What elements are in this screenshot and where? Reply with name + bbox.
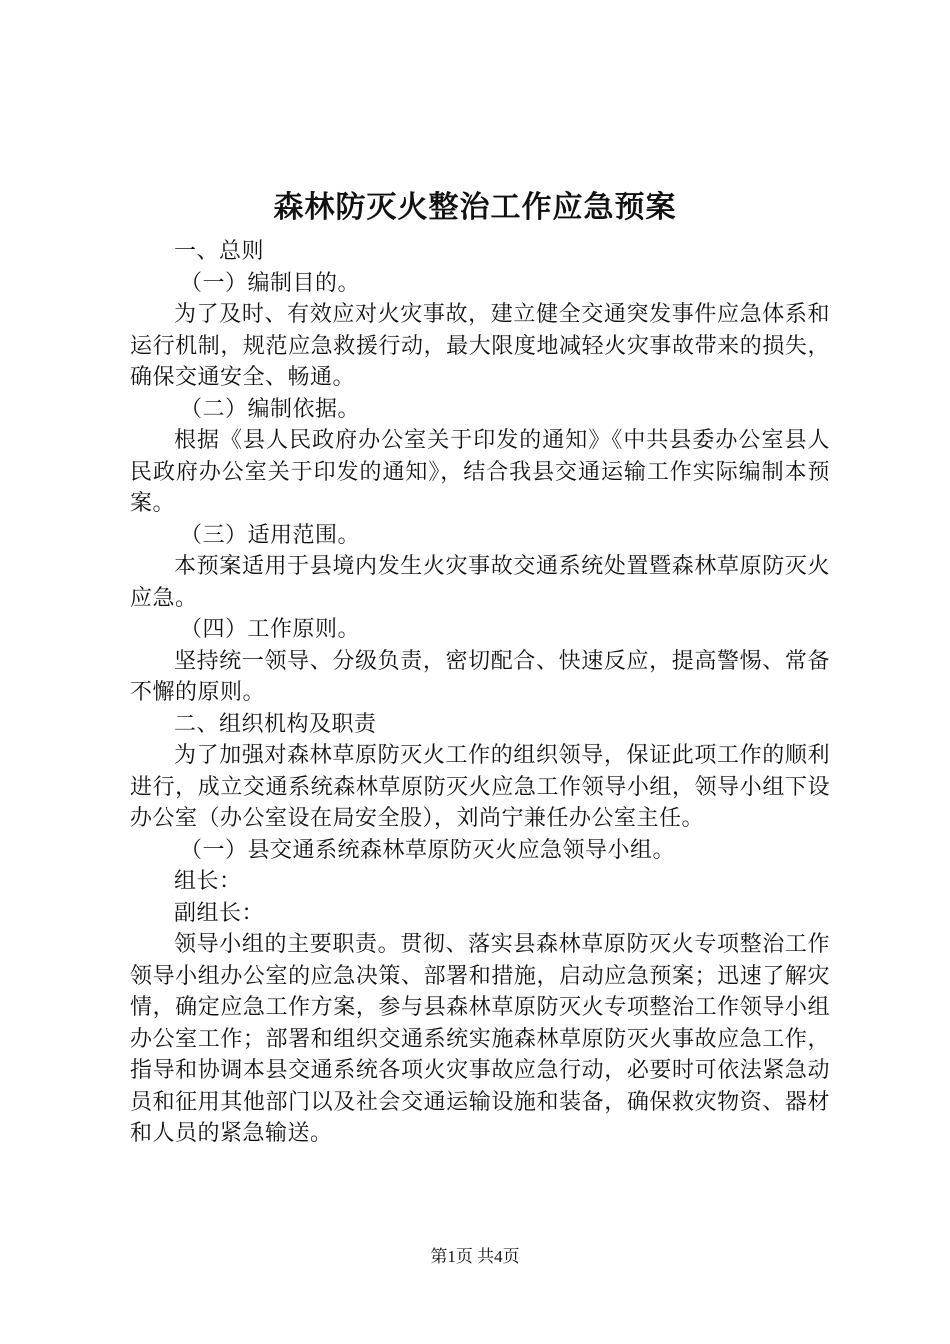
page-indicator: 第1页 共4页	[430, 1247, 520, 1266]
document-body	[130, 236, 830, 1150]
paragraph-group-leader: 组长：	[174, 869, 242, 894]
subsection-heading-basis: （二）编制依据。	[180, 396, 361, 422]
subsection-heading-leadership-group: （一）县交通系统森林草原防灭火应急领导小组。	[180, 837, 676, 863]
paragraph-organization: 为了加强对森林草原防灭火工作的组织领导，保证此项工作的顺利进行，成立交通系统森林草原防灭火应急工作领导小组，领导小组下设办公室（办公室设在局安全股），刘尚宁兼任办公室主任。	[130, 743, 830, 831]
paragraph-purpose: 为了及时、有效应对火灾事故，建立健全交通突发事件应急体系和运行机制，规范应急救援行动，最大限度地减轻火灾事故带来的损失，确保交通安全、畅通。	[130, 302, 830, 390]
paragraph-scope: 本预案适用于县境内发生火灾事故交通系统处置暨森林草原防灭火应急。	[130, 554, 830, 611]
section-heading-organization: 二、组织机构及职责	[174, 711, 377, 737]
paragraph-responsibilities: 领导小组的主要职责。贯彻、落实县森林草原防灭火专项整治工作领导小组办公室的应急决策、部署和措施，启动应急预案；迅速了解灾情，确定应急工作方案，参与县森林草原防灭火专项整治工作领导小组办公室工作；部署和组织交通系统实施森林草原防灭火事故应急工作，指导和协调本县交通系统各项火灾事故应急行动，必要时可依法紧急动员和征用其他部门以及社会交通运输设施和装备，确保救灾物资、器材和人员的紧急输送。	[130, 932, 830, 1146]
document-title: 森林防灭火整治工作应急预案	[273, 190, 677, 225]
subsection-heading-purpose: （一）编制目的。	[180, 270, 361, 296]
paragraph-deputy-leader: 副组长：	[174, 900, 265, 926]
paragraph-basis: 根据《县人民政府办公室关于印发的通知》《中共县委办公室县人民政府办公室关于印发的通知》，结合我县交通运输工作实际编制本预案。	[130, 428, 830, 516]
subsection-heading-principles: （四）工作原则。	[180, 617, 361, 642]
section-heading-general: 一、总则	[174, 239, 265, 264]
paragraph-principles: 坚持统一领导、分级负责，密切配合、快速反应，提高警惕、常备不懈的原则。	[130, 648, 830, 705]
subsection-heading-scope: （三）适用范围。	[180, 522, 361, 548]
